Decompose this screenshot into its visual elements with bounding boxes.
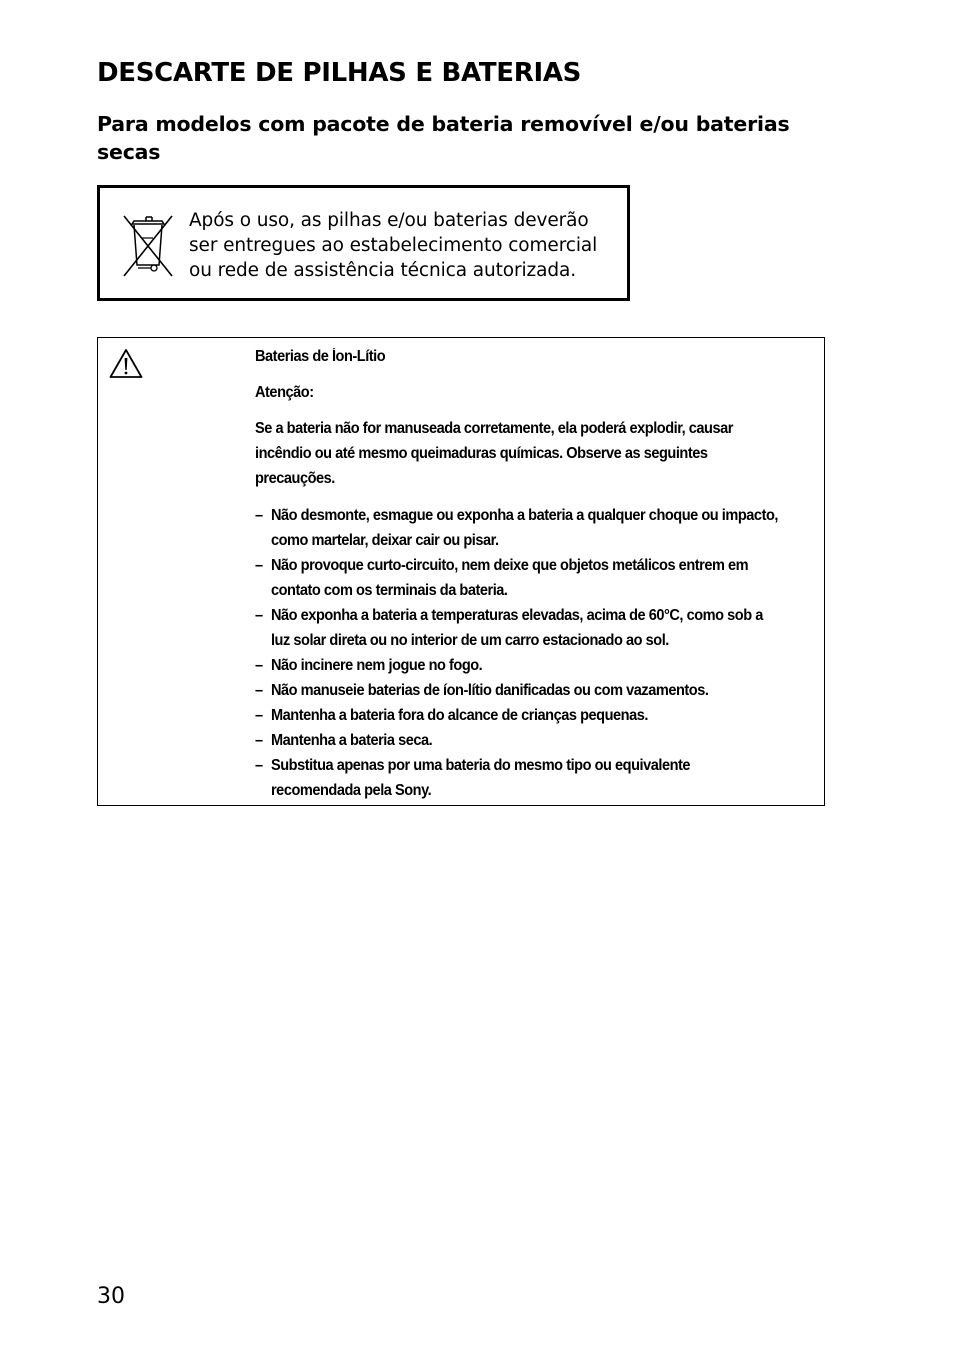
precaution-item [255, 553, 781, 603]
dash-bullet: – [255, 507, 263, 524]
precaution-item [255, 653, 781, 678]
disposal-notice-text: Após o uso, as pilhas e/ou baterias deverão ser entregues ao estabelecimento comercial ou rede de assistência técnica autorizada. [189, 210, 598, 281]
precaution-text: Substitua apenas por uma bateria do mesmo tipo ou equivalente recomendada pela Sony. [270, 757, 691, 799]
page-title: DESCARTE DE PILHAS E BATERIAS [97, 58, 582, 88]
precaution-text: Não provoque curto-circuito, nem deixe que objetos metálicos entrem em contato com os terminais da bateria. [270, 557, 749, 599]
warning-title: Baterias de Íon-Lítio [255, 348, 386, 365]
page-number: 30 [97, 1284, 125, 1309]
precaution-text: Não exponha a bateria a temperaturas elevadas, acima de 60°C, como sob a luz solar direta ou no interior de um carro estacionado ao sol. [270, 607, 763, 649]
precautions-list [255, 503, 781, 803]
precaution-text: Não manuseie baterias de íon-lítio danificadas ou com vazamentos. [270, 682, 709, 699]
precaution-text: Não incinere nem jogue no fogo. [270, 657, 483, 674]
dash-bullet: – [255, 682, 263, 699]
section-heading: Para modelos com pacote de bateria removível e/ou baterias secas [97, 112, 790, 164]
precaution-item [255, 728, 781, 753]
warning-attention-label: Atenção: [255, 384, 314, 401]
warning-triangle-icon [109, 348, 143, 379]
dash-bullet: – [255, 707, 263, 724]
dash-bullet: – [255, 607, 263, 624]
warning-content [255, 344, 781, 803]
precaution-text: Não desmonte, esmague ou exponha a bateria a qualquer choque ou impacto, como martelar, deixar cair ou pisar. [270, 507, 778, 549]
lithium-ion-warning-box [97, 337, 825, 806]
precaution-item [255, 503, 781, 553]
disposal-notice-box [97, 185, 630, 301]
precaution-item [255, 678, 781, 703]
precaution-item [255, 603, 781, 653]
precaution-text: Mantenha a bateria seca. [270, 732, 433, 749]
warning-intro: Se a bateria não for manuseada corretamente, ela poderá explodir, causar incêndio ou até mesmo queimaduras químicas. Observe as seguintes precauções. [255, 420, 733, 487]
dash-bullet: – [255, 657, 263, 674]
dash-bullet: – [255, 557, 263, 574]
precaution-text: Mantenha a bateria fora do alcance de crianças pequenas. [270, 707, 648, 724]
crossed-out-wheelie-bin-icon [122, 212, 174, 278]
dash-bullet: – [255, 732, 263, 749]
precaution-item [255, 753, 781, 803]
dash-bullet: – [255, 757, 263, 774]
precaution-item [255, 703, 781, 728]
